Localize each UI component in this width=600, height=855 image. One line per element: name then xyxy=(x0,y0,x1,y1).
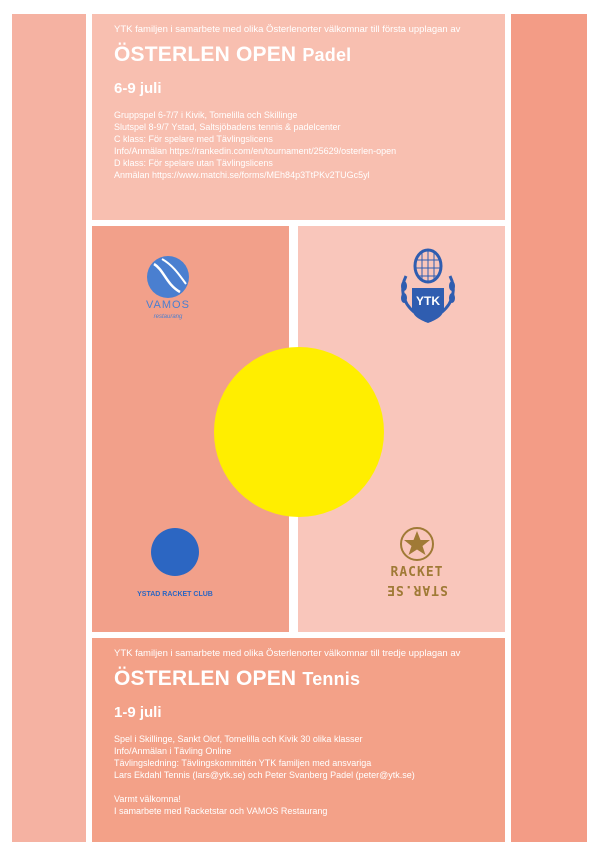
tennis-closing xyxy=(114,793,485,817)
closing-partners: I samarbete med Racketstar och VAMOS Restaurang xyxy=(114,806,328,816)
right-strip xyxy=(511,14,587,842)
padel-title xyxy=(114,43,485,67)
ystad-racket-club-logo xyxy=(120,526,230,606)
vamos-sub: restaurang xyxy=(153,314,183,320)
tennis-panel xyxy=(92,638,505,842)
padel-detail-line: Anmälan https://www.matchi.se/forms/MEh84p3TtPKv2TUGc5yl xyxy=(114,170,370,180)
tennis-title-suffix: Tennis xyxy=(302,669,361,689)
padel-intro: YTK familjen i samarbete med olika Österlenorter välkomnar till första upplagan av xyxy=(114,24,461,35)
padel-detail-line: Info/Anmälan https://rankedin.com/en/tournament/25629/osterlen-open xyxy=(114,146,397,156)
racketstar-name: RACKET xyxy=(390,565,444,580)
tennis-title xyxy=(114,667,485,691)
tennis-detail-line: Info/Anmälan i Tävling Online xyxy=(114,746,232,756)
star-icon xyxy=(376,524,458,564)
racketstar-mirror: STAR.SE xyxy=(386,582,448,597)
padel-detail-line: C klass: För spelare med Tävlingslicens xyxy=(114,134,273,144)
tennis-detail-line: Lars Ekdahl Tennis (lars@ytk.se) och Peter Svanberg Padel (peter@ytk.se) xyxy=(114,770,415,780)
padel-title-suffix: Padel xyxy=(302,45,352,65)
padel-panel xyxy=(92,14,505,220)
left-strip xyxy=(12,14,86,842)
ystad-ball-icon xyxy=(120,526,230,578)
vamos-logo xyxy=(140,254,196,328)
ytk-crest-icon xyxy=(392,246,464,326)
closing-welcome: Varmt välkomna! xyxy=(114,794,181,804)
padel-dates: 6-9 juli xyxy=(114,80,162,97)
ytk-logo xyxy=(392,246,464,326)
padel-detail-line: Gruppspel 6-7/7 i Kivik, Tomelilla och Skillinge xyxy=(114,110,298,120)
tennis-detail-line: Spel i Skillinge, Sankt Olof, Tomelilla och Kivik 30 olika klasser xyxy=(114,734,363,744)
racketstar-logo xyxy=(376,524,458,606)
tennis-detail-line: Tävlingsledning: Tävlingskommittén YTK familjen med ansvariga xyxy=(114,758,372,768)
tennis-details xyxy=(114,733,485,781)
tennis-intro: YTK familjen i samarbete med olika Österlenorter välkomnar till tredje upplagan av xyxy=(114,648,461,659)
tennis-title-main: ÖSTERLEN OPEN xyxy=(114,667,297,690)
padel-details xyxy=(114,109,485,181)
tennis-dates: 1-9 juli xyxy=(114,704,162,721)
ystad-name: YSTAD RACKET CLUB xyxy=(137,591,213,598)
tennis-ball xyxy=(214,347,384,517)
vamos-name: VAMOS xyxy=(146,299,190,311)
vamos-ball-icon xyxy=(140,254,196,300)
padel-detail-line: Slutspel 8-9/7 Ystad, Saltsjöbadens tennis & padelcenter xyxy=(114,122,341,132)
ytk-name: YTK xyxy=(416,294,440,308)
padel-title-main: ÖSTERLEN OPEN xyxy=(114,43,297,66)
padel-detail-line: D klass: För spelare utan Tävlingslicens xyxy=(114,158,273,168)
